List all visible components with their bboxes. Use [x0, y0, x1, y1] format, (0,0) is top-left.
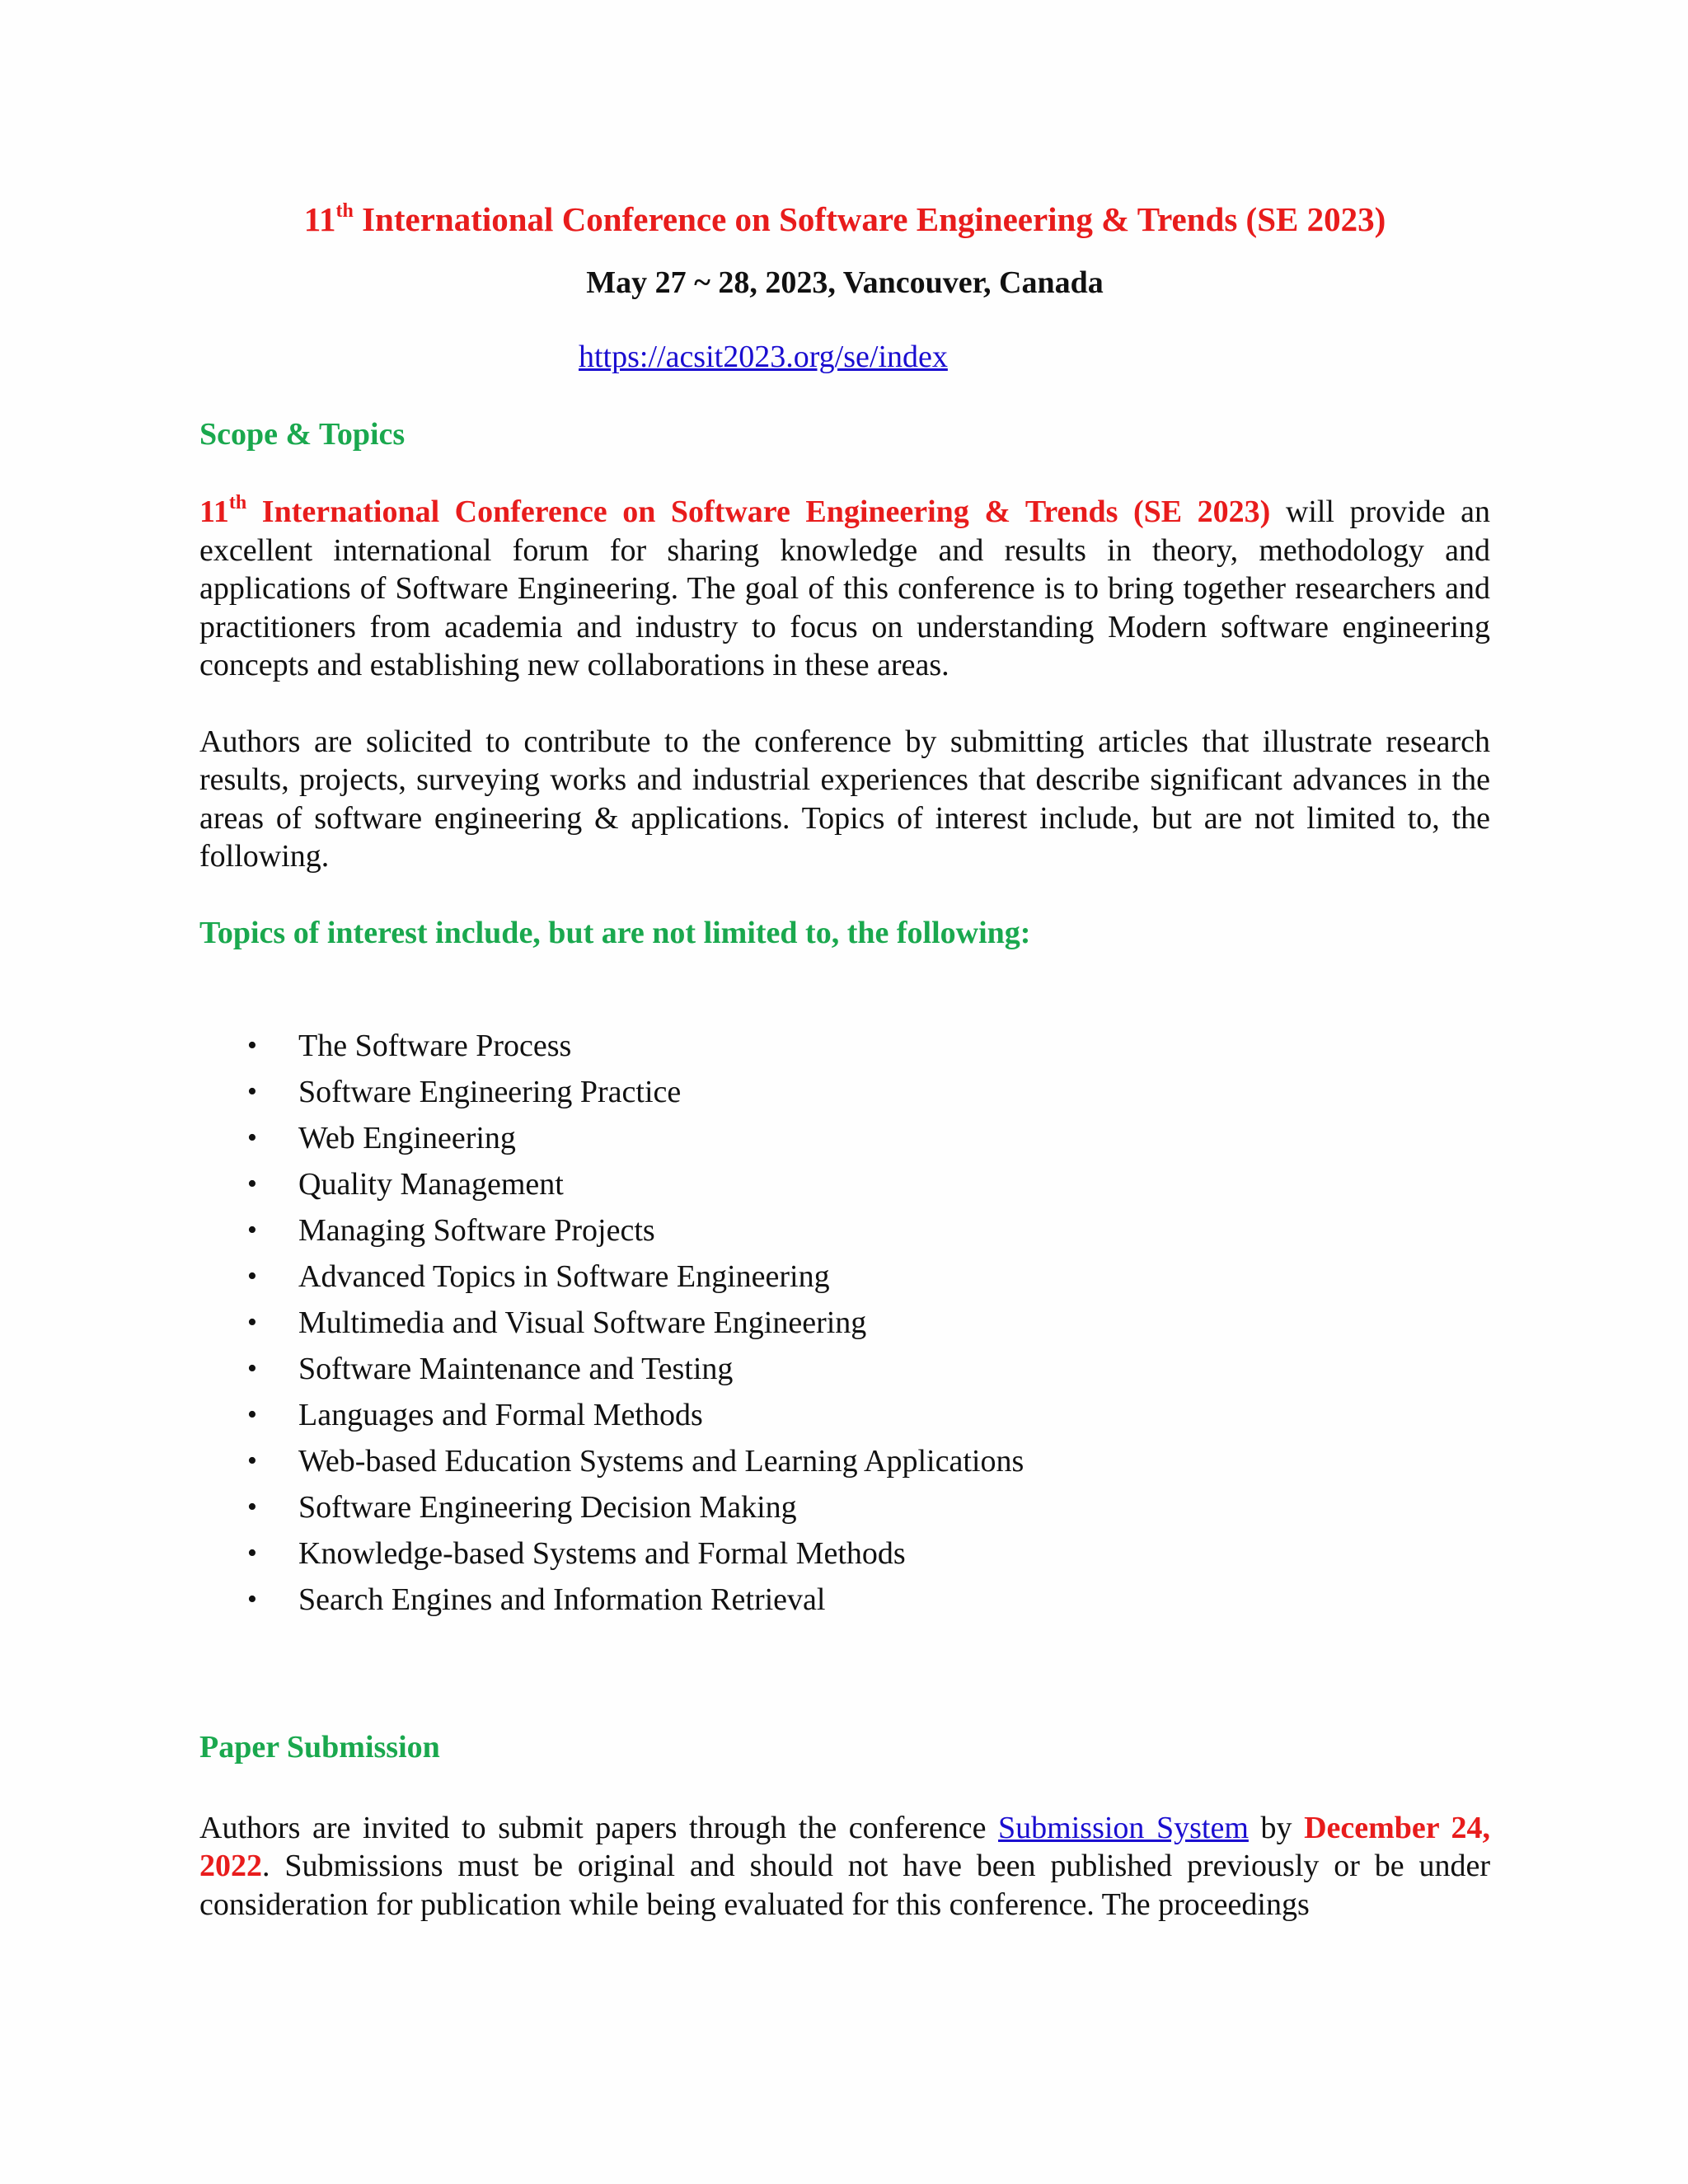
intro-text: will provide an excellent international forum for sharing knowledge and results in theory, methodology and applications of Software Engineering. The goal of this conference is to bring together researchers and practitioners from academia and industry to focus on understanding Modern software engineering concepts and establishing new collaborations in these areas.: [199, 494, 1491, 682]
bullet-icon: •: [247, 1029, 257, 1061]
topic-label: Search Engines and Information Retrieval: [298, 1582, 826, 1617]
date-location: May 27 ~ 28, 2023, Vancouver, Canada: [586, 265, 1104, 300]
topic-label: Web-based Education Systems and Learning Applications: [298, 1443, 1025, 1479]
submission-system-link[interactable]: Submission System: [998, 1810, 1249, 1845]
topic-item: [199, 1254, 1490, 1300]
url-line: [199, 338, 1490, 376]
authors-paragraph: Authors are solicited to contribute to the conference by submitting articles that illustrate research results, projects, surveying works and industrial experiences that describe significant advances in the areas of software engineering & applications. Topics of interest include, but are not limited to, the following.: [199, 724, 1490, 874]
submission-text-before: Authors are invited to submit papers through the conference: [199, 1810, 999, 1845]
submission-text-by: by: [1248, 1810, 1305, 1845]
bullet-icon: •: [247, 1583, 257, 1615]
title-text: International Conference on Software Engineering & Trends (SE 2023): [353, 200, 1386, 238]
topic-item: [199, 1530, 1490, 1577]
conference-title: [199, 194, 1490, 244]
intro-ordinal: 11: [199, 494, 229, 529]
topic-item: [199, 1300, 1490, 1346]
intro-conference-name: International Conference on Software Engineering & Trends (SE 2023): [246, 494, 1271, 529]
topic-item: [199, 1161, 1490, 1207]
topic-label: Software Engineering Decision Making: [298, 1489, 797, 1525]
topic-label: Quality Management: [298, 1166, 564, 1202]
topic-label: Advanced Topics in Software Engineering: [298, 1258, 830, 1294]
bullet-icon: •: [247, 1399, 257, 1430]
topic-item: [199, 1438, 1490, 1484]
topic-item: [199, 1069, 1490, 1115]
submission-paragraph: [199, 1809, 1490, 1924]
topic-label: Software Maintenance and Testing: [298, 1351, 734, 1386]
title-ordinal-suffix: th: [335, 200, 354, 223]
bullet-icon: •: [247, 1445, 257, 1476]
bullet-icon: •: [247, 1214, 257, 1245]
intro-paragraph: [199, 493, 1490, 685]
bullet-icon: •: [247, 1168, 257, 1199]
conference-url-link[interactable]: https://acsit2023.org/se/index: [579, 340, 948, 374]
topic-label: Multimedia and Visual Software Engineering: [298, 1305, 867, 1340]
bullet-icon: •: [247, 1352, 257, 1384]
bullet-icon: •: [247, 1537, 257, 1568]
topic-label: The Software Process: [298, 1028, 572, 1063]
topic-item: [199, 1484, 1490, 1530]
topic-label: Software Engineering Practice: [298, 1074, 682, 1109]
topic-item: [199, 1392, 1490, 1438]
topic-item: [199, 1346, 1490, 1392]
bullet-icon: •: [247, 1122, 257, 1153]
paper-submission-heading: Paper Submission: [199, 1729, 440, 1765]
scope-heading: Scope & Topics: [199, 417, 406, 452]
bullet-icon: •: [247, 1076, 257, 1107]
title-ordinal: 11: [303, 200, 336, 238]
topics-list: [199, 1023, 1490, 1623]
topic-label: Knowledge-based Systems and Formal Methods: [298, 1535, 906, 1571]
topic-item: [199, 1115, 1490, 1161]
submission-deadline: December 24, 2022: [199, 1810, 1491, 1883]
topics-heading: Topics of interest include, but are not limited to, the following:: [199, 915, 1031, 950]
topic-label: Languages and Formal Methods: [298, 1397, 703, 1432]
document-content: [199, 194, 1490, 1924]
bullet-icon: •: [247, 1491, 257, 1522]
bullet-icon: •: [247, 1306, 257, 1338]
topic-item: [199, 1577, 1490, 1623]
topic-item: [199, 1023, 1490, 1069]
topic-item: [199, 1207, 1490, 1254]
bullet-icon: •: [247, 1260, 257, 1291]
intro-ordinal-suffix: th: [228, 492, 247, 514]
submission-text-after: . Submissions must be original and should not have been published previously or be under consideration for publication while being evaluated for this conference. The proceedings: [199, 1849, 1490, 1922]
topic-label: Web Engineering: [298, 1120, 516, 1155]
topic-label: Managing Software Projects: [298, 1212, 655, 1248]
